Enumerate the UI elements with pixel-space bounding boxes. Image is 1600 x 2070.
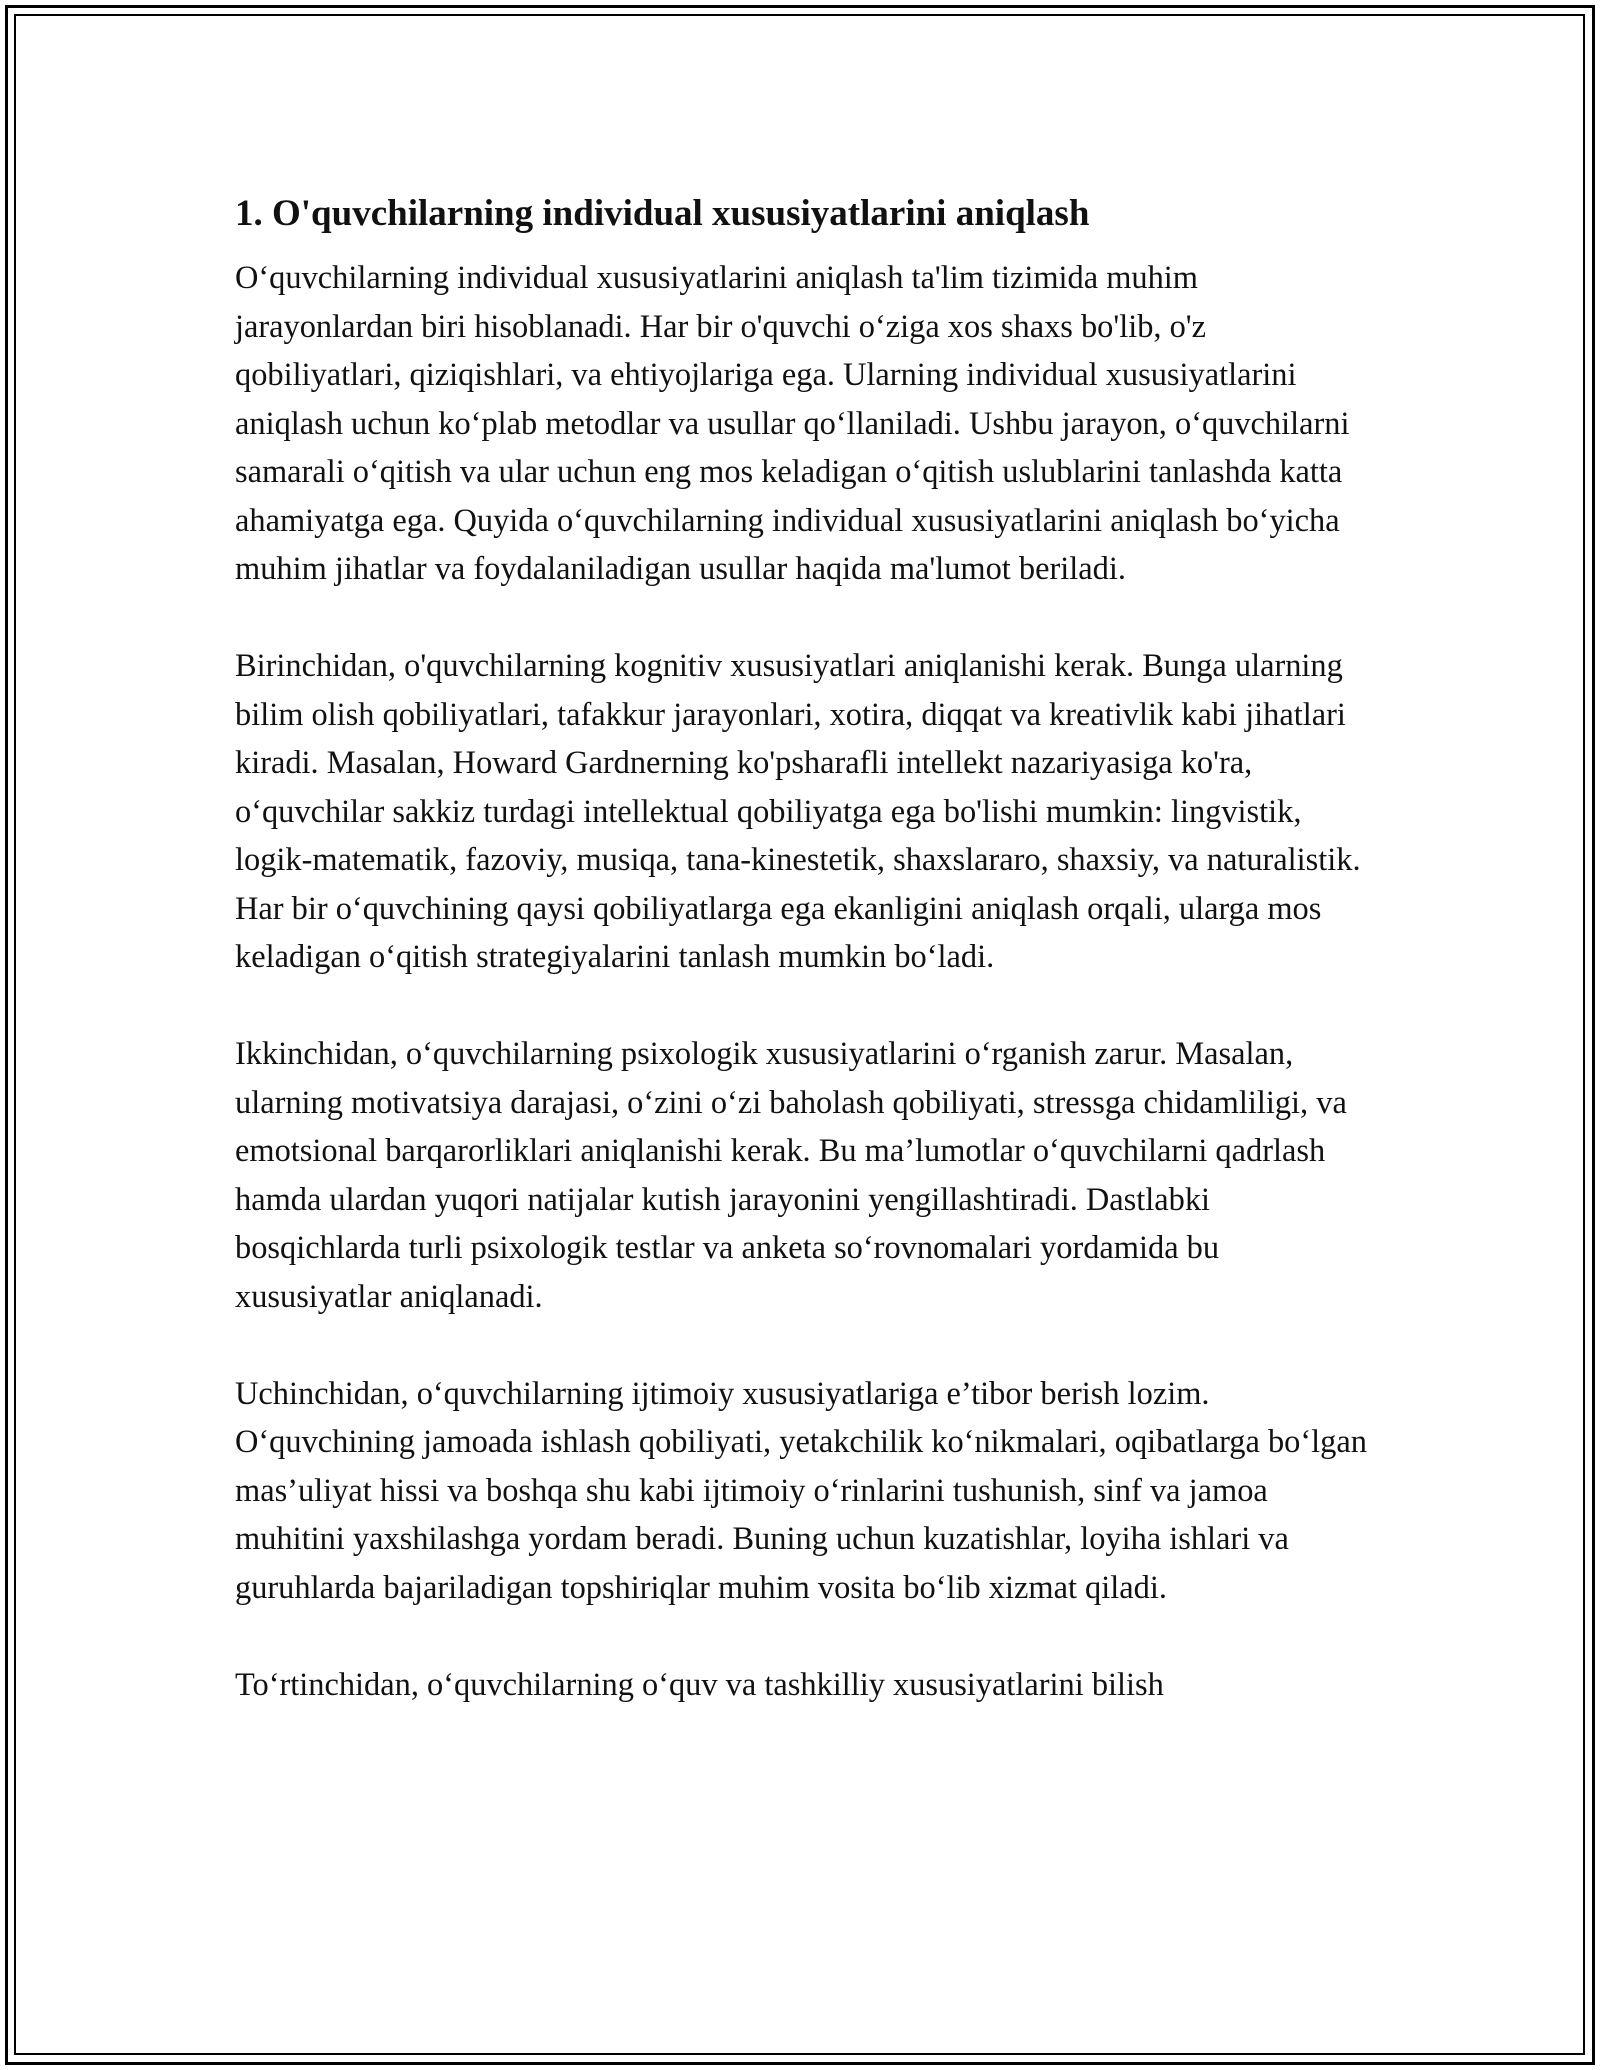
paragraph-academic: To‘rtinchidan, o‘quvchilarning o‘quv va tashkilliy xususiyatlarini bilish (235, 1666, 1164, 1703)
paragraph-intro: O‘quvchilarning individual xususiyatlarini aniqlash ta'lim tizimida muhim jarayonlardan biri hisoblanadi. Har bir o'quvchi o‘ziga xos shaxs bo'lib, o'z qobiliyatlari, qiziqishlari, va ehtiyojlariga ega. Ularning individual xususiyatlarini aniqlash uchun ko‘plab metodlar va usullar qo‘llaniladi. Ushbu jarayon, o‘quvchilarni samarali o‘qitish va ular uchun eng mos keladigan o‘qitish uslublarini tanlashda katta ahamiyatga ega. Quyida o‘quvchilarning individual xususiyatlarini aniqlash bo‘yicha muhim jihatlar va foydalaniladigan usullar haqida ma'lumot beriladi. (235, 260, 1350, 587)
paragraph-social: Uchinchidan, o‘quvchilarning ijtimoiy xususiyatlariga e’tibor berish lozim. O‘quvchining jamoada ishlash qobiliyati, yetakchilik ko‘nikmalari, oqibatlarga bo‘lgan mas’uliyat hissi va boshqa shu kabi ijtimoiy o‘rinlarini tushunish, sinf va jamoa muhitini yaxshilashga yordam beradi. Buning uchun kuzatishlar, loyiha ishlari va guruhlarda bajariladigan topshiriqlar muhim vosita bo‘lib xizmat qiladi. (235, 1375, 1367, 1606)
document-body (235, 186, 1375, 1758)
paragraph-psychological: Ikkinchidan, o‘quvchilarning psixologik xususiyatlarini o‘rganish zarur. Masalan, ularning motivatsiya darajasi, o‘zini o‘zi baholash qobiliyati, stressga chidamliligi, va emotsional barqarorliklari aniqlanishi kerak. Bu ma’lumotlar o‘quvchilarni qadrlash hamda ulardan yuqori natijalar kutish jarayonini yengillashtiradi. Dastlabki bosqichlarda turli psixologik testlar va anketa so‘rovnomalari yordamida bu xususiyatlar aniqlanadi. (235, 1036, 1347, 1315)
section-heading: 1. O'quvchilarning individual xususiyatlarini aniqlash (235, 193, 1090, 234)
paragraph-cognitive: Birinchidan, o'quvchilarning kognitiv xususiyatlari aniqlanishi kerak. Bunga ularning bilim olish qobiliyatlari, tafakkur jarayonlari, xotira, diqqat va kreativlik kabi jihatlari kiradi. Masalan, Howard Gardnerning ko'psharafli intellekt nazariyasiga ko'ra, o‘quvchilar sakkiz turdagi intellektual qobiliyatga ega bo'lishi mumkin: lingvistik, logik-matematik, fazoviy, musiqa, tana-kinestetik, shaxslararo, shaxsiy, va naturalistik. Har bir o‘quvchining qaysi qobiliyatlarga ega ekanligini aniqlash orqali, ularga mos keladigan o‘qitish strategiyalarini tanlash mumkin bo‘ladi. (235, 648, 1361, 975)
